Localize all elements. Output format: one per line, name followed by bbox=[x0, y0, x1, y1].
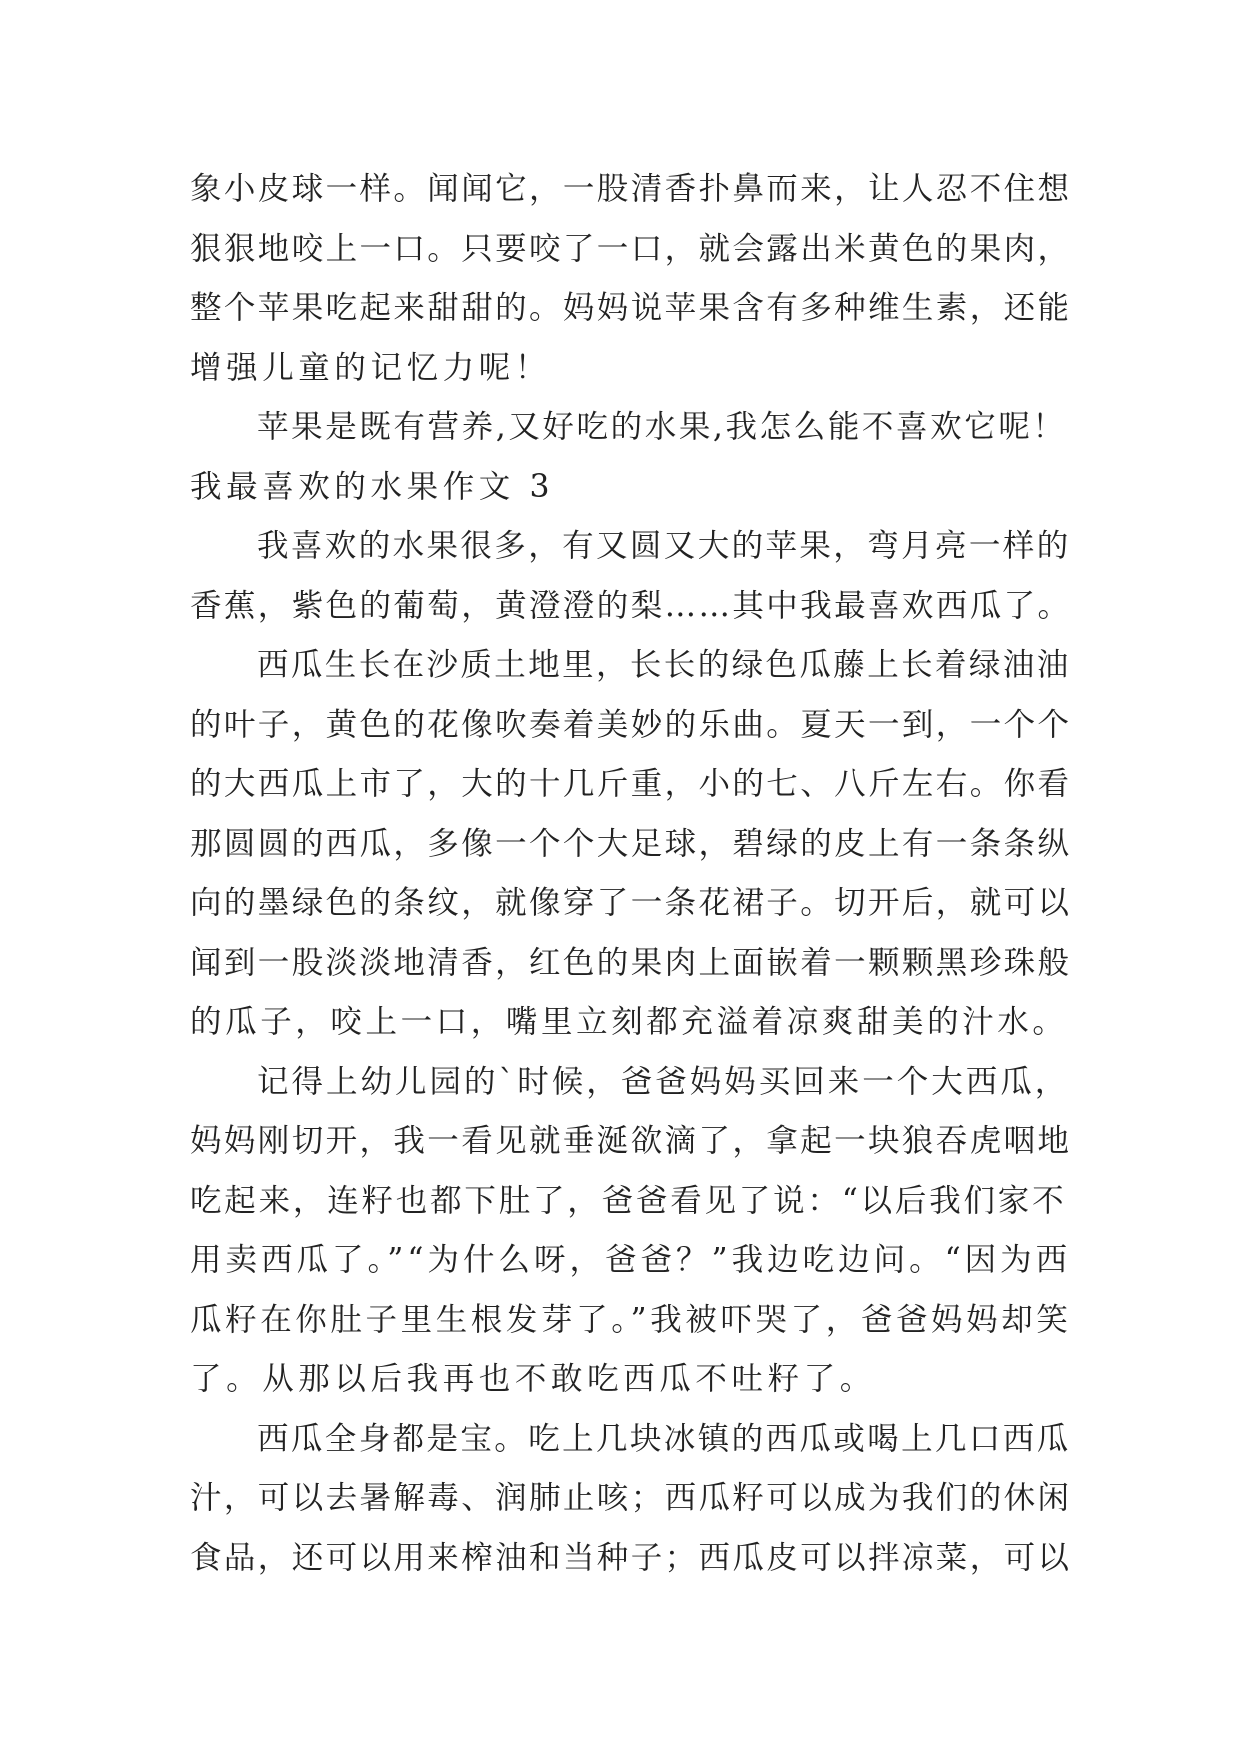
text-line: 增强儿童的记忆力呢！ bbox=[190, 349, 552, 386]
text-line: 的大西瓜上市了，大的十几斤重，小的七、八斤左右。你看 bbox=[190, 766, 1072, 802]
text-line: 香蕉，紫色的葡萄，黄澄澄的梨……其中我最喜欢西瓜了。 bbox=[190, 587, 1072, 624]
text-line: 狠狠地咬上一口。只要咬了一口，就会露出米黄色的果肉， bbox=[190, 230, 1072, 267]
section-heading: 我最喜欢的水果作文 3 bbox=[190, 468, 555, 505]
document-body bbox=[190, 160, 1070, 1588]
text-line: 西瓜生长在沙质土地里，长长的绿色瓜藤上长着绿油油 bbox=[257, 647, 1071, 683]
text-line: 我喜欢的水果很多，有又圆又大的苹果，弯月亮一样的 bbox=[257, 528, 1071, 564]
text-line: 瓜籽在你肚子里生根发芽了。”我被吓哭了，爸爸妈妈却笑 bbox=[190, 1301, 1072, 1338]
text-line: 食品，还可以用来榨油和当种子；西瓜皮可以拌凉菜，可以 bbox=[190, 1539, 1072, 1576]
text-line: 向的墨绿色的条纹，就像穿了一条花裙子。切开后，就可以 bbox=[190, 885, 1072, 921]
text-line: 记得上幼儿园的`时候，爸爸妈妈买回来一个大西瓜， bbox=[257, 1063, 1070, 1100]
text-line: 西瓜全身都是宝。吃上几块冰镇的西瓜或喝上几口西瓜 bbox=[257, 1420, 1071, 1457]
text-line: 苹果是既有营养,又好吃的水果,我怎么能不喜欢它呢！ bbox=[257, 409, 1067, 445]
text-line: 整个苹果吃起来甜甜的。妈妈说苹果含有多种维生素，还能 bbox=[190, 290, 1072, 326]
text-line: 的瓜子，咬上一口，嘴里立刻都充溢着凉爽甜美的汁水。 bbox=[190, 1004, 1068, 1040]
text-line: 闻到一股淡淡地清香，红色的果肉上面嵌着一颗颗黑珍珠般 bbox=[190, 944, 1072, 981]
text-line: 汁，可以去暑解毒、润肺止咳；西瓜籽可以成为我们的休闲 bbox=[190, 1480, 1072, 1516]
text-line: 那圆圆的西瓜，多像一个个大足球，碧绿的皮上有一条条纵 bbox=[190, 825, 1072, 862]
text-line: 妈妈刚切开，我一看见就垂涎欲滴了，拿起一块狼吞虎咽地 bbox=[190, 1123, 1072, 1159]
text-line: 用卖西瓜了。”“为什么呀，爸爸？”我边吃边问。“因为西 bbox=[190, 1242, 1072, 1278]
text-line: 了。从那以后我再也不敢吃西瓜不吐籽了。 bbox=[190, 1361, 876, 1397]
text-line: 的叶子，黄色的花像吹奏着美妙的乐曲。夏天一到，一个个 bbox=[190, 706, 1072, 743]
text-line: 象小皮球一样。闻闻它，一股清香扑鼻而来，让人忍不住想 bbox=[190, 171, 1072, 207]
text-line: 吃起来，连籽也都下肚了，爸爸看见了说：“以后我们家不 bbox=[190, 1182, 1067, 1219]
